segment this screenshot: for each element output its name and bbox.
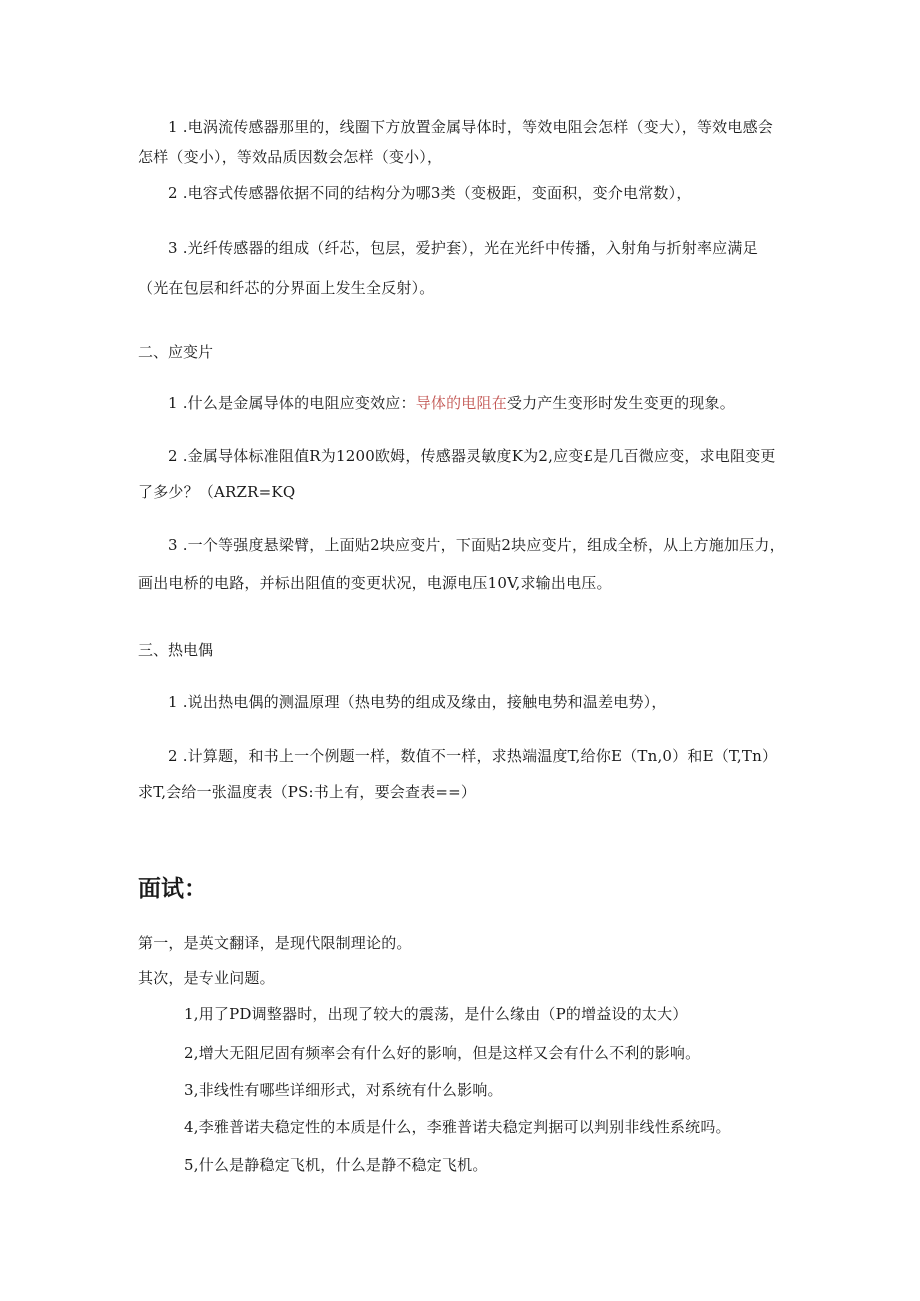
thermo-question-2: 2 .计算题，和书上一个例题一样，数值不一样，求热端温度T,给你E（Tn,0）和E（T,Tn）求T,会给一张温度表（PS:书上有，要会查表==） (138, 747, 778, 801)
strain-question-2: 2 .金属导体标准阻值R为1200欧姆，传感器灵敏度K为2,应变£是几百微应变，求电阻变更了多少？（ARZR=KQ (138, 447, 776, 501)
interview-item-5: 5,什么是静稳定飞机，什么是静不稳定飞机。 (184, 1156, 488, 1174)
section-heading-thermocouple: 三、热电偶 (138, 641, 214, 659)
sensor-question-3: 3 .光纤传感器的组成（纤芯，包层，爱护套），光在光纤中传播，入射角与折射率应满足（光在包层和纤芯的分界面上发生全反射）。 (138, 239, 758, 297)
interview-item-4: 4,李雅普诺夫稳定性的本质是什么，李雅普诺夫稳定判据可以判别非线性系统吗。 (184, 1118, 731, 1136)
interview-item-3: 3,非线性有哪些详细形式，对系统有什么影响。 (184, 1081, 503, 1099)
interview-first: 第一，是英文翻译，是现代限制理论的。 (138, 934, 412, 952)
strain-q1-prefix: 1 .什么是金属导体的电阻应变效应： (168, 394, 416, 412)
strain-question-1 (138, 388, 788, 418)
strain-question-3: 3 .一个等强度悬梁臂，上面贴2块应变片，下面贴2块应变片，组成全桥，从上方施加压力，画出电桥的电路，并标出阻值的变更状况，电源电压10V,求输出电压。 (138, 536, 785, 592)
thermo-question-1: 1 .说出热电偶的测温原理（热电势的组成及缘由，接触电势和温差电势）， (168, 693, 667, 711)
interview-item-1: 1,用了PD调整器时，出现了较大的震荡，是什么缘由（P的增益设的太大） (184, 1005, 688, 1023)
sensor-question-1: 1 .电涡流传感器那里的，线圈下方放置金属导体时，等效电阻会怎样（变大），等效电感会怎样（变小），等效品质因数会怎样（变小）， (138, 118, 773, 166)
interview-title: 面试： (138, 876, 207, 902)
strain-q1-suffix: 受力产生变形时发生变更的现象。 (506, 394, 735, 412)
section-heading-strain-gauge: 二、应变片 (138, 343, 214, 361)
interview-item-2: 2,增大无阻尼固有频率会有什么好的影响，但是这样又会有什么不利的影响。 (184, 1044, 701, 1062)
sensor-question-2: 2 .电容式传感器依据不同的结构分为哪3类（变极距，变面积，变介电常数）， (168, 184, 692, 202)
strain-q1-highlight: 导体的电阻在 (415, 394, 507, 412)
interview-second: 其次，是专业问题。 (138, 969, 275, 987)
